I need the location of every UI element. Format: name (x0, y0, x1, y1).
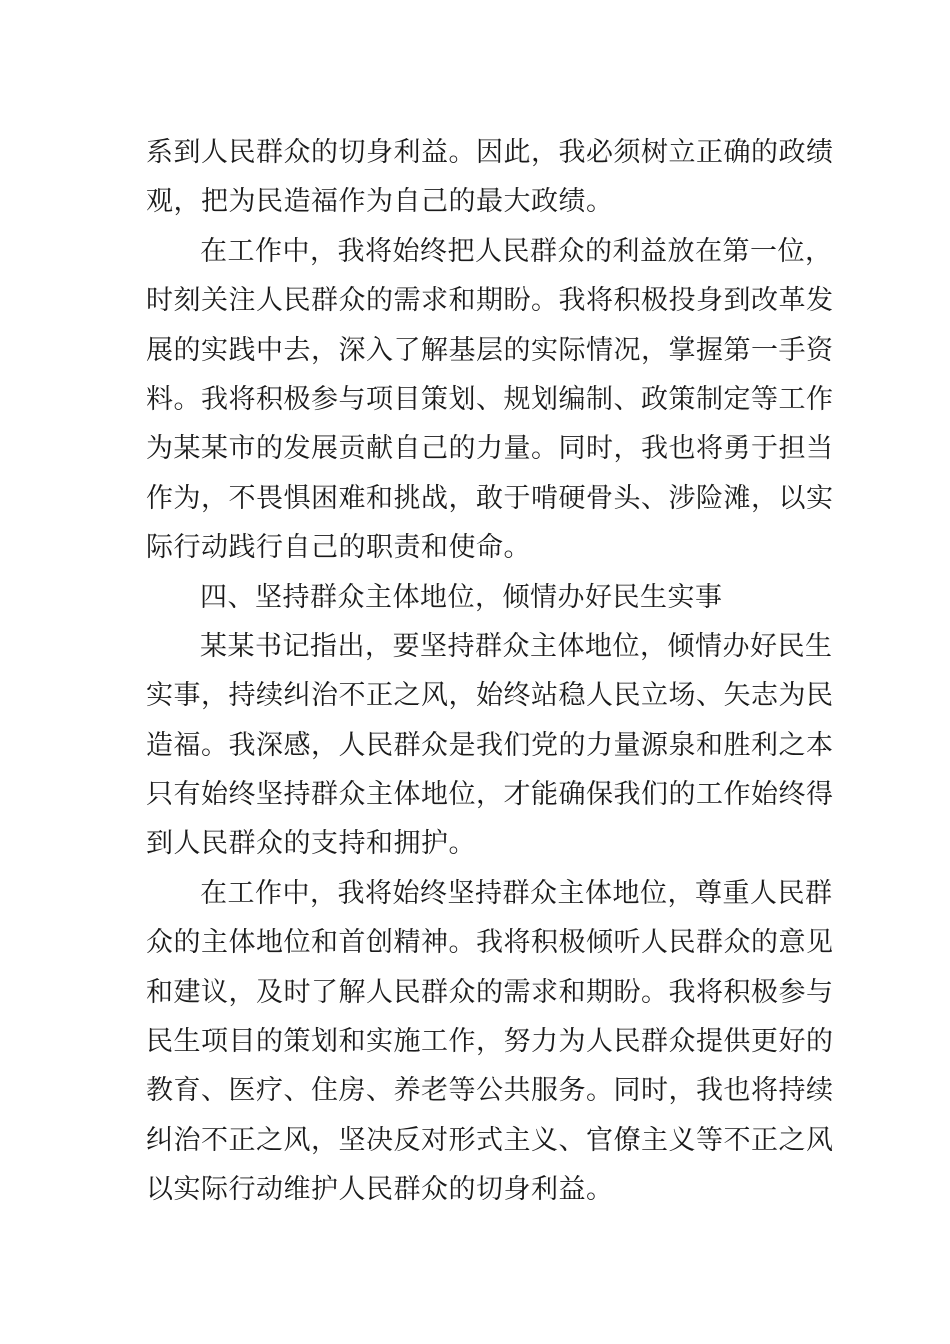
text-line: 展的实践中去，深入了解基层的实际情况，掌握第一手资 (146, 334, 834, 366)
text-line: 只有始终坚持群众主体地位，才能确保我们的工作始终得 (146, 779, 834, 811)
paragraph-4 (146, 869, 834, 1215)
text-line: 际行动践行自己的职责和使命。 (146, 532, 531, 564)
text-line: 到人民群众的支持和拥护。 (146, 828, 476, 860)
paragraph-3 (146, 622, 834, 869)
text-line: 民生项目的策划和实施工作，努力为人民群众提供更好的 (146, 1026, 834, 1058)
text-line: 以实际行动维护人民群众的切身利益。 (146, 1174, 614, 1206)
text-line: 为某某市的发展贡献自己的力量。同时，我也将勇于担当 (146, 433, 834, 465)
text-line: 在工作中，我将始终把人民群众的利益放在第一位， (200, 235, 833, 267)
paragraph-1 (146, 128, 834, 227)
text-line: 众的主体地位和首创精神。我将积极倾听人民群众的意见 (146, 927, 834, 959)
document-body (146, 128, 834, 1215)
text-line: 实事，持续纠治不正之风，始终站稳人民立场、矢志为民 (146, 680, 834, 712)
section-heading-text: 四、坚持群众主体地位，倾情办好民生实事 (200, 581, 723, 613)
text-line: 造福。我深感，人民群众是我们党的力量源泉和胜利之本 (146, 729, 834, 761)
text-line: 料。我将积极参与项目策划、规划编制、政策制定等工作 (146, 383, 834, 415)
text-line: 作为，不畏惧困难和挑战，敢于啃硬骨头、涉险滩，以实 (146, 482, 834, 514)
paragraph-2 (146, 227, 834, 573)
text-line: 时刻关注人民群众的需求和期盼。我将积极投身到改革发 (146, 285, 834, 317)
text-line: 和建议，及时了解人民群众的需求和期盼。我将积极参与 (146, 976, 834, 1008)
text-line: 某某书记指出，要坚持群众主体地位，倾情办好民生 (200, 630, 833, 662)
section-heading (146, 573, 806, 622)
text-line: 教育、医疗、住房、养老等公共服务。同时，我也将持续 (146, 1075, 834, 1107)
text-line: 观，把为民造福作为自己的最大政绩。 (146, 186, 614, 218)
text-line: 系到人民群众的切身利益。因此，我必须树立正确的政绩 (146, 137, 834, 168)
text-line: 在工作中，我将始终坚持群众主体地位，尊重人民群 (200, 877, 833, 909)
text-line: 纠治不正之风，坚决反对形式主义、官僚主义等不正之风 (146, 1124, 834, 1156)
